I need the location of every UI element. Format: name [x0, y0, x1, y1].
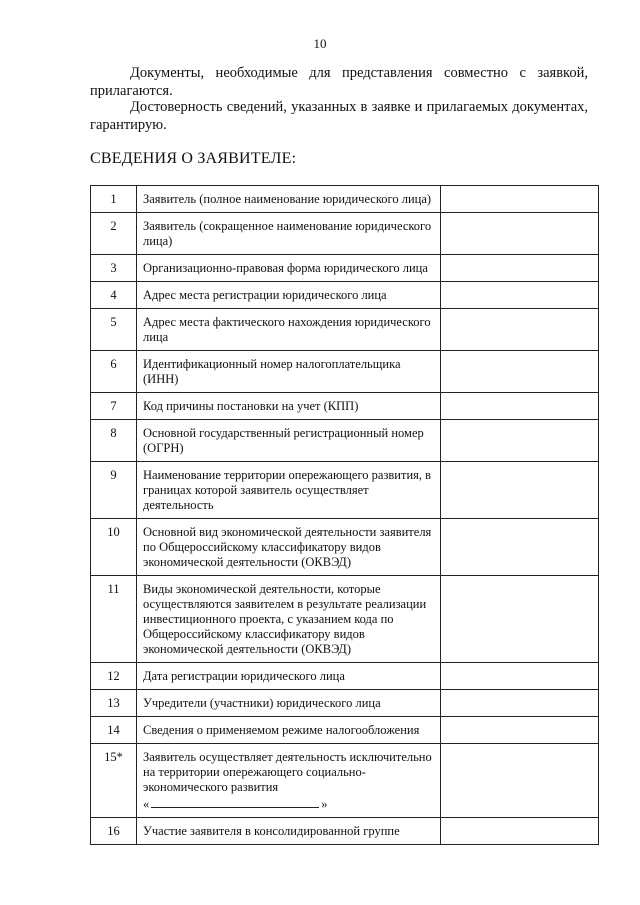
table-row	[91, 818, 599, 845]
row-number: 12	[91, 663, 137, 690]
table-row	[91, 393, 599, 420]
row-number: 5	[91, 309, 137, 351]
row-number: 3	[91, 255, 137, 282]
applicant-info-table	[90, 185, 599, 845]
table-row	[91, 309, 599, 351]
row-label: Наименование территории опережающего развития, в границах которой заявитель осуществляет деятельность	[137, 462, 441, 519]
row-label-text: Заявитель осуществляет деятельность исключительно на территории опережающего социально-экономического развития	[143, 750, 432, 794]
table-row	[91, 213, 599, 255]
row-value-cell[interactable]	[441, 690, 599, 717]
row-value-cell[interactable]	[441, 213, 599, 255]
page-number: 10	[313, 36, 327, 51]
row-label: Дата регистрации юридического лица	[137, 663, 441, 690]
accuracy-guarantee-paragraph: Достоверность сведений, указанных в заявке и прилагаемых документах, гарантирую.	[90, 99, 588, 133]
table-row	[91, 519, 599, 576]
row-value-cell[interactable]	[441, 818, 599, 845]
row-label	[137, 744, 441, 818]
documents-attached-paragraph: Документы, необходимые для представления совместно с заявкой, прилагаются.	[90, 65, 588, 99]
row-value-cell[interactable]	[441, 519, 599, 576]
row-number: 2	[91, 213, 137, 255]
row-number: 10	[91, 519, 137, 576]
row-label: Сведения о применяемом режиме налогообложения	[137, 717, 441, 744]
row-label: Учредители (участники) юридического лица	[137, 690, 441, 717]
table-row	[91, 717, 599, 744]
row-value-cell[interactable]	[441, 576, 599, 663]
table-row	[91, 186, 599, 213]
row-value-cell[interactable]	[441, 309, 599, 351]
row-value-cell[interactable]	[441, 663, 599, 690]
row-label: Адрес места регистрации юридического лица	[137, 282, 441, 309]
row-label: Идентификационный номер налогоплательщика (ИНН)	[137, 351, 441, 393]
table-row	[91, 744, 599, 818]
blank-fill-line[interactable]	[151, 795, 319, 808]
row-label: Виды экономической деятельности, которые осуществляются заявителем в результате реализации инвестиционного проекта, с указанием кода по Общероссийскому классификатору видов экономической деятельности (ОКВЭД)	[137, 576, 441, 663]
row-number: 8	[91, 420, 137, 462]
row-value-cell[interactable]	[441, 717, 599, 744]
row-number: 15*	[91, 744, 137, 818]
row-number: 11	[91, 576, 137, 663]
row-label: Основной вид экономической деятельности заявителя по Общероссийскому классификатору видов экономической деятельности (ОКВЭД)	[137, 519, 441, 576]
row-label: Адрес места фактического нахождения юридического лица	[137, 309, 441, 351]
table-row	[91, 462, 599, 519]
row-label: Основной государственный регистрационный номер (ОГРН)	[137, 420, 441, 462]
row-value-cell[interactable]	[441, 420, 599, 462]
row-label: Заявитель (сокращенное наименование юридического лица)	[137, 213, 441, 255]
quote-close: »	[321, 797, 328, 811]
row-label: Заявитель (полное наименование юридического лица)	[137, 186, 441, 213]
row-number: 4	[91, 282, 137, 309]
row-number: 13	[91, 690, 137, 717]
row-number: 6	[91, 351, 137, 393]
table-row	[91, 690, 599, 717]
row-value-cell[interactable]	[441, 393, 599, 420]
table-row	[91, 255, 599, 282]
row-value-cell[interactable]	[441, 282, 599, 309]
section-heading: СВЕДЕНИЯ О ЗАЯВИТЕЛЕ:	[90, 150, 297, 167]
row-value-cell[interactable]	[441, 744, 599, 818]
row-value-cell[interactable]	[441, 462, 599, 519]
row-value-cell[interactable]	[441, 255, 599, 282]
row-number: 1	[91, 186, 137, 213]
row-value-cell[interactable]	[441, 351, 599, 393]
row-label: Участие заявителя в консолидированной группе	[137, 818, 441, 845]
table-row	[91, 576, 599, 663]
table-row	[91, 351, 599, 393]
table-row	[91, 282, 599, 309]
row-value-cell[interactable]	[441, 186, 599, 213]
row-label: Организационно-правовая форма юридического лица	[137, 255, 441, 282]
quote-open: «	[143, 797, 150, 811]
row-label: Код причины постановки на учет (КПП)	[137, 393, 441, 420]
row-number: 9	[91, 462, 137, 519]
table-row	[91, 420, 599, 462]
row-number: 16	[91, 818, 137, 845]
table-row	[91, 663, 599, 690]
row-number: 14	[91, 717, 137, 744]
row-number: 7	[91, 393, 137, 420]
